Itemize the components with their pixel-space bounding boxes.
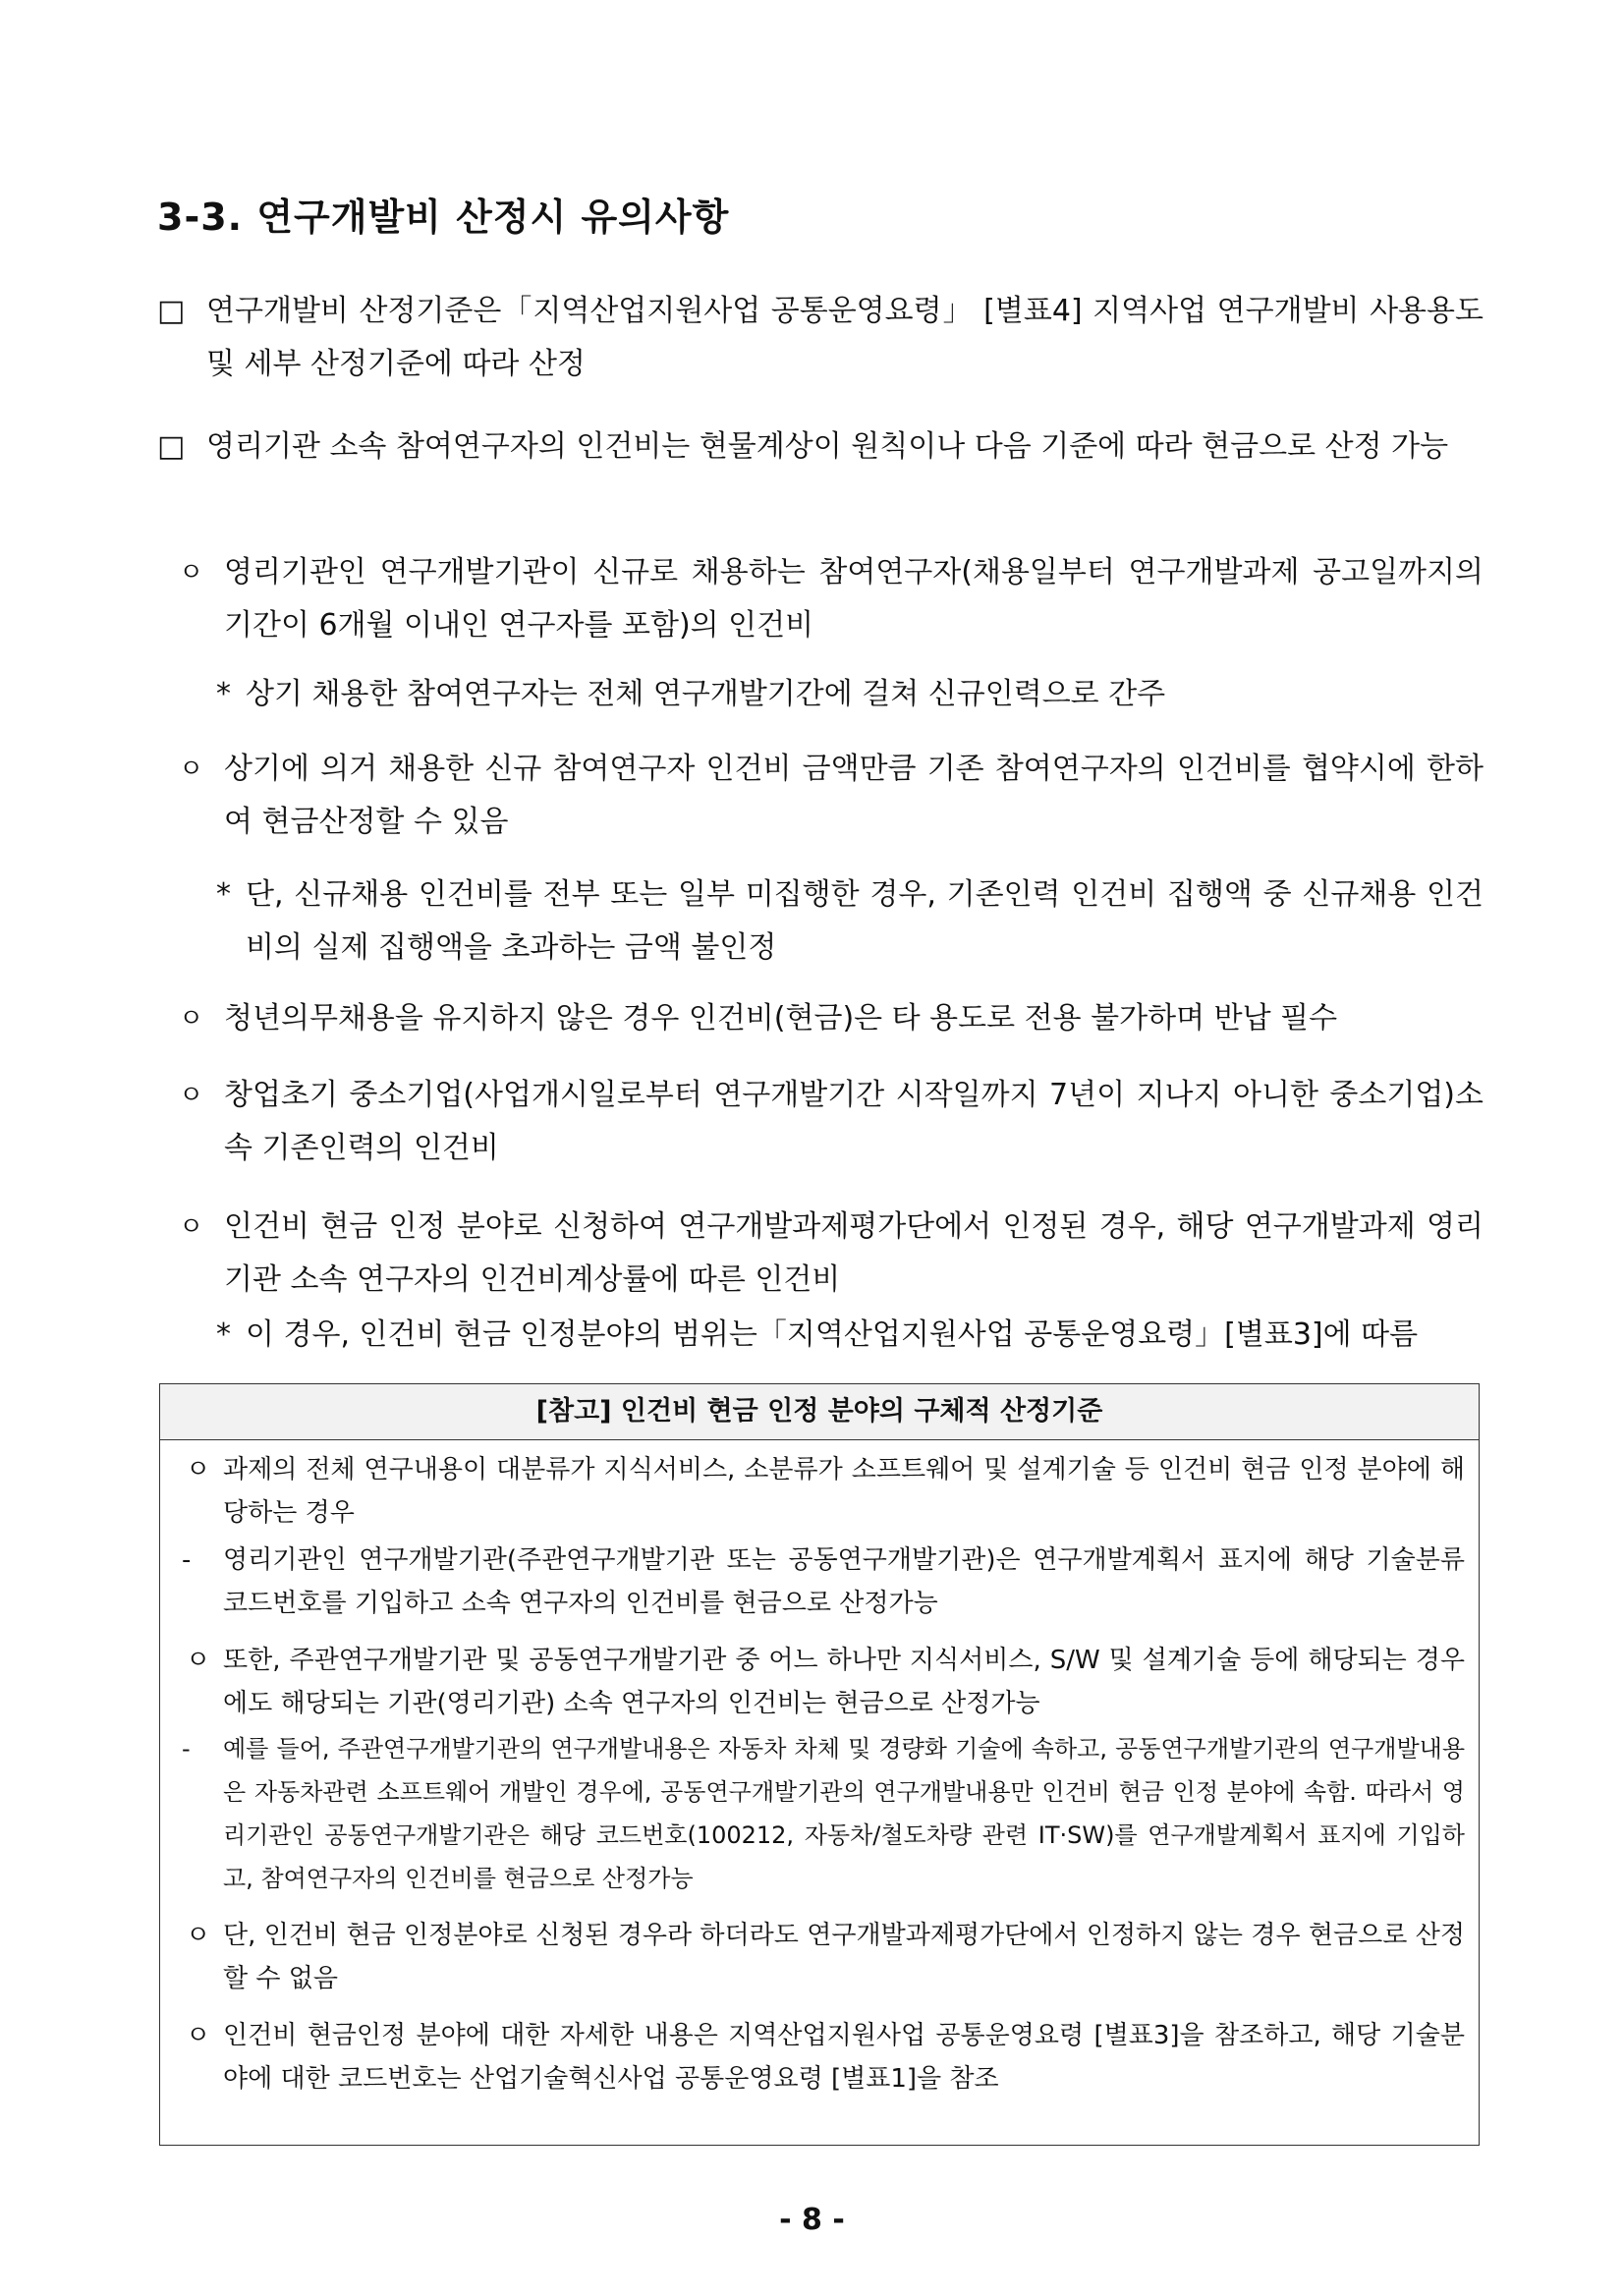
list-item-text: 연구개발비 산정기준은「지역산업지원사업 공통운영요령」 [별표4] 지역사업 연구개발비 사용용도 및 세부 산정기준에 따라 산정 <box>206 294 1484 381</box>
dash-bullet-icon: - <box>182 1735 191 1763</box>
reference-body <box>160 1440 1479 2100</box>
circle-bullet-icon: ㅇ <box>179 1004 204 1034</box>
list-item-text: 인건비 현금 인정 분야로 신청하여 연구개발과제평가단에서 인정된 경우, 해당 연구개발과제 영리기관 소속 연구자의 인건비계상률에 따른 인건비 <box>224 1209 1484 1297</box>
page-number: - 8 - <box>779 2203 845 2237</box>
reference-row-text: 또한, 주관연구개발기관 및 공동연구개발기관 중 어느 하나만 지식서비스, S/W 및 설계기술 등에 해당되는 경우에도 해당되는 기관(영리기관) 소속 연구자의 인건비는 현금으로 산정가능 <box>223 1646 1465 1718</box>
circle-bullet-icon: ㅇ <box>179 755 204 784</box>
note-text: 이 경우, 인건비 현금 인정분야의 범위는「지역산업지원사업 공통운영요령」[별표3]에 따름 <box>246 1317 1419 1352</box>
circle-bullet-icon: ㅇ <box>186 1921 211 1950</box>
reference-row <box>174 1539 1465 1625</box>
list-item <box>157 992 1484 1045</box>
asterisk-icon: * <box>216 877 231 912</box>
reference-row <box>174 1448 1465 1535</box>
asterisk-icon: * <box>216 1317 231 1352</box>
dash-bullet-icon: - <box>182 1545 192 1575</box>
note-text: 상기 채용한 참여연구자는 전체 연구개발기간에 걸쳐 신규인력으로 간주 <box>246 677 1166 711</box>
list-item-text: 창업초기 중소기업(사업개시일로부터 연구개발기간 시작일까지 7년이 지나지 아니한 중소기업)소속 기존인력의 인건비 <box>224 1078 1484 1165</box>
circle-bullet-icon: ㅇ <box>186 2021 211 2050</box>
note-text: 단, 신규채용 인건비를 전부 또는 일부 미집행한 경우, 기존인력 인건비 집행액 중 신규채용 인건비의 실제 집행액을 초과하는 금액 불인정 <box>246 877 1484 965</box>
list-item <box>157 1201 1484 1307</box>
reference-row-text: 영리기관인 연구개발기관(주관연구개발기관 또는 공동연구개발기관)은 연구개발계획서 표지에 해당 기술분류 코드번호를 기입하고 소속 연구자의 인건비를 현금으로 산정가능 <box>223 1545 1465 1618</box>
circle-bullet-icon: ㅇ <box>179 1212 204 1242</box>
reference-row <box>174 2014 1465 2100</box>
list-item-text: 상기에 의거 채용한 신규 참여연구자 인건비 금액만큼 기존 참여연구자의 인건비를 협약시에 한하여 현금산정할 수 있음 <box>224 752 1484 839</box>
list-item-text: 영리기관인 연구개발기관이 신규로 채용하는 참여연구자(채용일부터 연구개발과제 공고일까지의 기간이 6개월 이내인 연구자를 포함)의 인건비 <box>224 555 1484 643</box>
reference-row <box>174 1914 1465 2000</box>
reference-row-text: 예를 들어, 주관연구개발기관의 연구개발내용은 자동차 차체 및 경량화 기술에 속하고, 공동연구개발기관의 연구개발내용은 자동차관련 소프트웨어 개발인 경우에, 공동연구개발기관의 연구개발내용만 인건비 현금 인정 분야에 속함. 따라서 영리기관인 공동연구개발기관은 해당 코드번호(100212, 자동차/철도차량 관련 IT·SW)를 연구개발계획서 표지에 기입하고, 참여연구자의 인건비를 현금으로 산정가능 <box>223 1735 1465 1892</box>
reference-row <box>174 1639 1465 1725</box>
circle-bullet-icon: ㅇ <box>186 1646 211 1675</box>
note-item <box>157 1309 1484 1362</box>
note-item <box>157 868 1484 975</box>
square-bullet-icon: □ <box>157 294 186 328</box>
reference-row-text: 단, 인건비 현금 인정분야로 신청된 경우라 하더라도 연구개발과제평가단에서 인정하지 않는 경우 현금으로 산정할 수 없음 <box>223 1921 1465 1993</box>
reference-row <box>174 1727 1465 1900</box>
asterisk-icon: * <box>216 677 231 711</box>
list-item <box>157 420 1484 474</box>
square-bullet-icon: □ <box>157 429 186 464</box>
list-item-text: 영리기관 소속 참여연구자의 인건비는 현물계상이 원칙이나 다음 기준에 따라 현금으로 산정 가능 <box>206 429 1449 464</box>
list-item-text: 청년의무채용을 유지하지 않은 경우 인건비(현금)은 타 용도로 전용 불가하며 반납 필수 <box>224 1001 1338 1036</box>
reference-row-text: 인건비 현금인정 분야에 대한 자세한 내용은 지역산업지원사업 공통운영요령 [별표3]을 참조하고, 해당 기술분야에 대한 코드번호는 산업기술혁신사업 공통운영요령 [별표1]을 참조 <box>223 2021 1465 2094</box>
note-item <box>157 668 1484 721</box>
list-item <box>157 546 1484 652</box>
circle-bullet-icon: ㅇ <box>179 558 204 588</box>
reference-heading: [참고] 인건비 현금 인정 분야의 구체적 산정기준 <box>160 1384 1479 1440</box>
section-title: 3-3. 연구개발비 산정시 유의사항 <box>157 196 730 239</box>
circle-bullet-icon: ㅇ <box>186 1455 211 1484</box>
reference-row-text: 과제의 전체 연구내용이 대분류가 지식서비스, 소분류가 소프트웨어 및 설계기술 등 인건비 현금 인정 분야에 해당하는 경우 <box>223 1455 1465 1528</box>
list-item <box>157 743 1484 849</box>
circle-bullet-icon: ㅇ <box>179 1081 204 1110</box>
reference-box <box>159 1383 1480 2146</box>
list-item <box>157 1069 1484 1175</box>
list-item <box>157 285 1484 391</box>
